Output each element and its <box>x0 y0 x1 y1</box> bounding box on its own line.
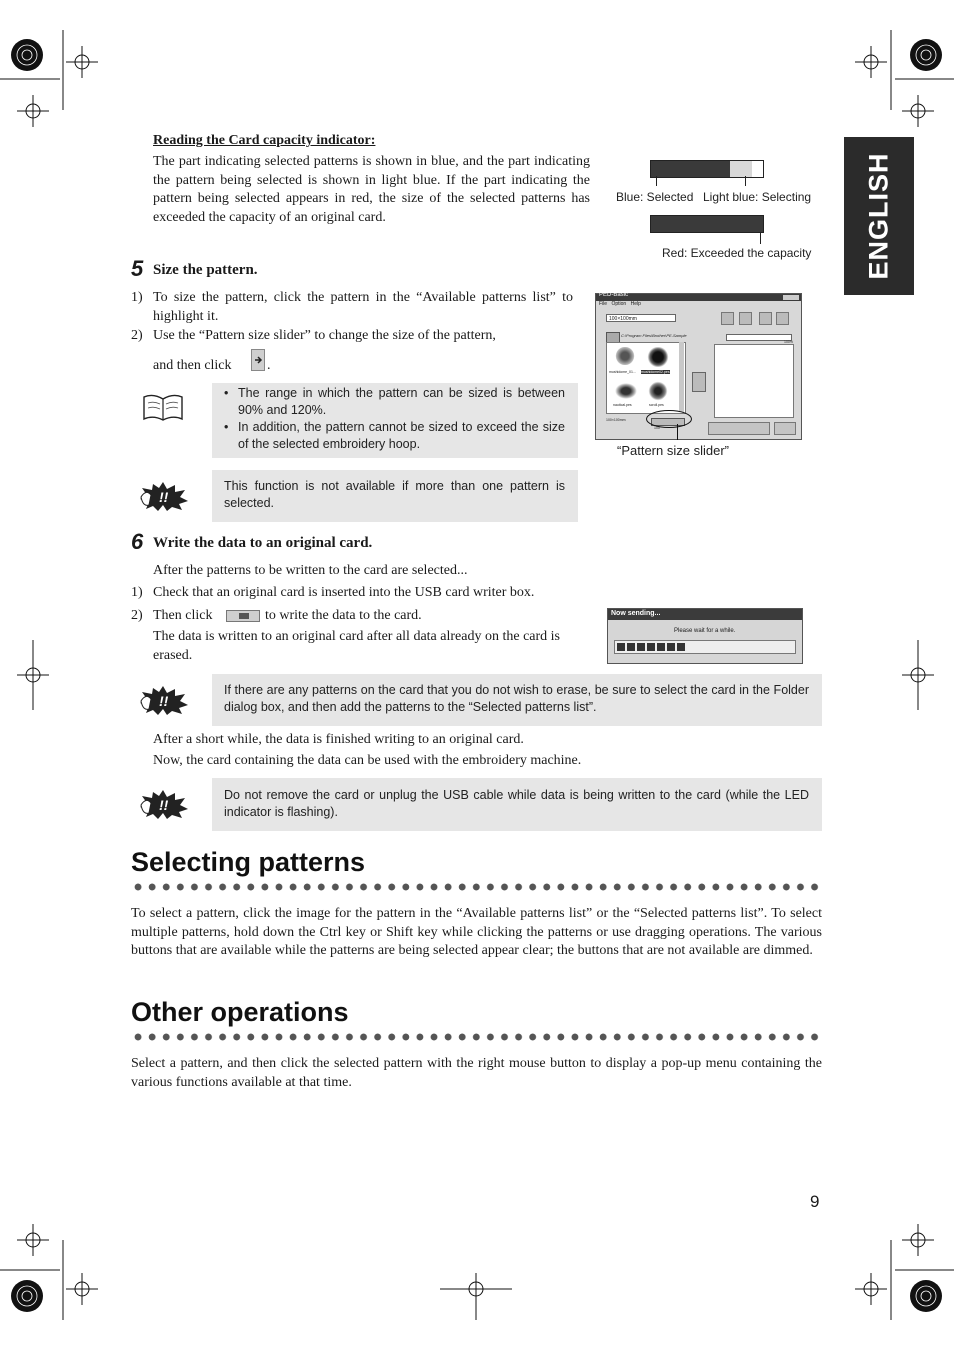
selecting-patterns-heading: Selecting patterns <box>131 847 366 877</box>
step-6-item-1-text: Check that an original card is inserted into the USB card writer box. <box>153 585 535 600</box>
capacity-bar-mini-label: 100% <box>784 340 793 344</box>
memo-box: • The range in which the pattern can be sized is between 90% and 120%. • In addition, the pattern cannot be sized to exceed the size of the selected embroidery hoop. <box>212 383 578 458</box>
step-5-item-2-text-b: and then click <box>153 358 232 373</box>
step-6-item-2-text-b: to write the data to the card. <box>265 608 422 623</box>
folder-path: C:\Program Files\Brother\PE-Sample <box>621 333 687 338</box>
capacity-bar-bottom <box>650 215 764 233</box>
svg-text:!!: !! <box>159 489 169 505</box>
status-size: 100×100mm <box>606 418 626 422</box>
menu-help[interactable]: Help <box>630 301 641 307</box>
step-5-item-1-text: To size the pattern, click the pattern in the “Available patterns list” to highlight it. <box>153 290 573 324</box>
menu-option[interactable]: Option <box>611 301 627 307</box>
step-5-item-2-text-c: . <box>267 358 271 373</box>
selected-patterns-list[interactable] <box>714 344 794 418</box>
toolbar-buttons <box>721 312 797 324</box>
capacity-indicator-figure <box>612 158 822 268</box>
step-5-number: 5 <box>131 256 144 281</box>
arrow-button-icon <box>251 349 265 371</box>
after-text-2: Now, the card containing the data can be used with the embroidery machine. <box>153 753 582 768</box>
ped-basic-window <box>595 293 802 440</box>
light-blue-label: Light blue: Selecting <box>703 190 812 204</box>
caution-icon <box>137 481 189 515</box>
memo-item-2: In addition, the pattern cannot be sized to exceed the size of the selected embroidery hoop. <box>238 420 565 451</box>
slider-value: 100 <box>654 426 660 430</box>
language-tab <box>844 137 914 295</box>
available-patterns-list[interactable] <box>606 342 686 414</box>
heading-dots-1 <box>131 882 823 892</box>
now-sending-dialog <box>607 608 803 664</box>
window-title: PED-Basic <box>599 292 629 298</box>
thumb-label-3: nautical.pes <box>613 403 632 407</box>
pattern-size-slider-caption: “Pattern size slider” <box>617 443 729 458</box>
memo-item-1: The range in which the pattern can be sized is between 90% and 120%. <box>238 386 565 417</box>
menu-file[interactable]: File <box>599 301 608 307</box>
svg-text:!!: !! <box>159 797 169 813</box>
language-tab-label: ENGLISH <box>863 152 894 280</box>
thumb-label-1: mushidome_01... <box>609 370 636 374</box>
caution-box-1 <box>212 470 578 522</box>
step-5-item-2-text: Use the “Pattern size slider” to change the size of the pattern, <box>153 328 496 343</box>
step-6-number: 6 <box>131 529 144 554</box>
page-number: 9 <box>810 1192 820 1211</box>
step-5-item-1-number: 1) <box>131 290 143 305</box>
heading-dots-2 <box>131 1032 823 1042</box>
caution-icon-3 <box>137 789 189 823</box>
blue-selected-label: Blue: Selected <box>616 190 694 204</box>
other-operations-heading: Other operations <box>131 997 349 1027</box>
write-card-button-icon <box>226 610 260 622</box>
step-6-intro: After the patterns to be written to the card are selected... <box>153 563 468 578</box>
dialog-message: Please wait for a while. <box>674 628 736 634</box>
list-scrollbar[interactable] <box>679 342 684 412</box>
sending-progress-fill <box>617 643 685 651</box>
selecting-patterns-text: To select a pattern, click the image for the pattern in the “Available patterns list” or the “Selected patterns list”. To select multiple patterns, hold down the Ctrl key or Shift key while clicking the patterns or use dragging operations. The various buttons that are available while the patterns are being selected appear clear; the buttons that are not available are dimmed. <box>131 906 822 958</box>
sending-progress-bar <box>614 640 796 654</box>
caution-text-2: If there are any patterns on the card that you do not wish to erase, be sure to select the card in the Folder dialog box, and then add the patterns to the “Selected patterns list”. <box>224 683 809 714</box>
step-6-item-2-text-a: Then click <box>153 608 213 623</box>
caution-box-3 <box>212 778 822 831</box>
after-text-1: After a short while, the data is finished writing to an original card. <box>153 732 524 747</box>
step-6-title: Write the data to an original card. <box>153 535 373 551</box>
capacity-bar-top <box>650 160 764 178</box>
slider-highlight-circle <box>646 410 692 428</box>
write-button-mini[interactable] <box>708 422 770 435</box>
thumb-label-4: scroll.pes <box>649 403 664 407</box>
capacity-bar-mini <box>726 334 792 341</box>
step-6-item-1-number: 1) <box>131 585 143 600</box>
step-6-item-2-text-c: The data is written to an original card after all data already on the card is erased. <box>153 629 560 663</box>
red-exceeded-label: Red: Exceeded the capacity <box>662 246 812 260</box>
step-5-item-2-number: 2) <box>131 328 143 343</box>
step-6-item-2-number: 2) <box>131 608 143 623</box>
other-operations-text: Select a pattern, and then click the selected pattern with the right mouse button to display a pop-up menu containing the various functions available at that time. <box>131 1056 822 1090</box>
thumb-label-2: mushidome02.pes <box>641 370 670 374</box>
step-5-title: Size the pattern. <box>153 262 258 278</box>
dialog-title: Now sending... <box>611 610 661 617</box>
caution-text-3: Do not remove the card or unplug the USB cable while data is being written to the card (while the LED indicator is flashing). <box>224 788 809 819</box>
memo-book-icon <box>142 393 184 427</box>
svg-text:!!: !! <box>159 693 169 709</box>
caution-box-2 <box>212 674 822 726</box>
caution-icon-2 <box>137 685 189 719</box>
reading-text: The part indicating selected patterns is shown in blue, and the part indicating the pattern being selected is shown in light blue. If the part indicating the pattern being selected appears in red, the size of the selected patterns has exceeded the capacity of an original card. <box>153 154 590 225</box>
reading-title: Reading the Card capacity indicator: <box>153 133 376 148</box>
add-arrow-button[interactable] <box>692 372 706 392</box>
caution-text-1: This function is not available if more than one pattern is selected. <box>224 479 565 510</box>
hoop-dropdown[interactable]: 100×100mm <box>606 314 676 322</box>
